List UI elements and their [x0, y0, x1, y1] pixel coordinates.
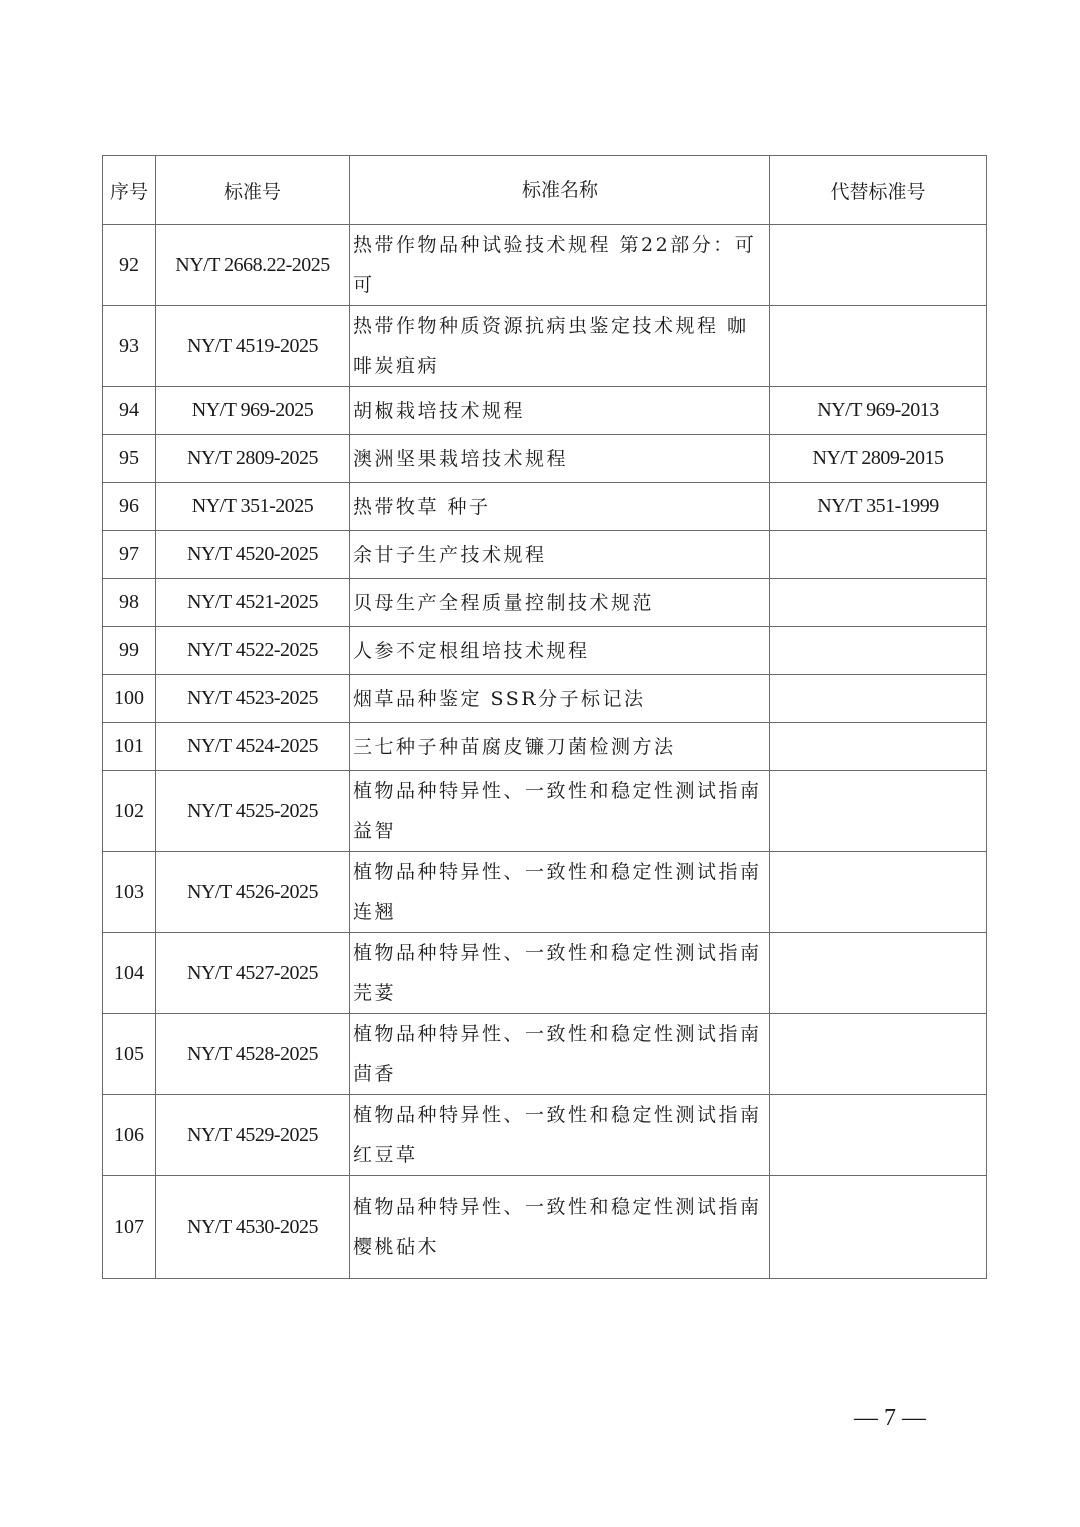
table-body — [103, 225, 987, 1279]
replaced-standard-cell — [770, 627, 987, 675]
header-serial-number: 序号 — [103, 156, 156, 225]
header-standard-code: 标准号 — [156, 156, 350, 225]
table-row — [103, 1176, 987, 1279]
standard-code-cell: NY/T 4526-2025 — [156, 852, 350, 933]
serial-number-cell: 105 — [103, 1014, 156, 1095]
replaced-standard-cell — [770, 531, 987, 579]
serial-number-cell: 104 — [103, 933, 156, 1014]
standard-code-cell: NY/T 4521-2025 — [156, 579, 350, 627]
replaced-standard-cell — [770, 723, 987, 771]
serial-number-cell: 95 — [103, 435, 156, 483]
table-row — [103, 627, 987, 675]
standard-name-cell: 烟草品种鉴定 SSR分子标记法 — [350, 675, 770, 723]
header-standard-name: 标准名称 — [350, 156, 770, 225]
table-row — [103, 225, 987, 306]
table-header-row — [103, 156, 987, 225]
standard-name-cell: 植物品种特异性、一致性和稳定性测试指南 樱桃砧木 — [350, 1176, 770, 1279]
standard-name-cell: 人参不定根组培技术规程 — [350, 627, 770, 675]
replaced-standard-cell — [770, 306, 987, 387]
table-row — [103, 675, 987, 723]
replaced-standard-cell — [770, 1176, 987, 1279]
replaced-standard-cell — [770, 852, 987, 933]
table-row — [103, 933, 987, 1014]
serial-number-cell: 97 — [103, 531, 156, 579]
serial-number-cell: 98 — [103, 579, 156, 627]
table-row — [103, 579, 987, 627]
standard-name-cell: 余甘子生产技术规程 — [350, 531, 770, 579]
standard-name-cell: 三七种子种苗腐皮镰刀菌检测方法 — [350, 723, 770, 771]
standard-code-cell: NY/T 4530-2025 — [156, 1176, 350, 1279]
serial-number-cell: 93 — [103, 306, 156, 387]
replaced-standard-cell — [770, 225, 987, 306]
standard-code-cell: NY/T 4519-2025 — [156, 306, 350, 387]
standard-code-cell: NY/T 4522-2025 — [156, 627, 350, 675]
standards-table — [102, 155, 987, 1279]
replaced-standard-cell — [770, 1014, 987, 1095]
serial-number-cell: 99 — [103, 627, 156, 675]
standard-code-cell: NY/T 2809-2025 — [156, 435, 350, 483]
standard-name-cell: 热带牧草 种子 — [350, 483, 770, 531]
serial-number-cell: 102 — [103, 771, 156, 852]
serial-number-cell: 96 — [103, 483, 156, 531]
standard-name-cell: 植物品种特异性、一致性和稳定性测试指南 红豆草 — [350, 1095, 770, 1176]
table-row — [103, 723, 987, 771]
serial-number-cell: 107 — [103, 1176, 156, 1279]
table-row — [103, 1095, 987, 1176]
standard-code-cell: NY/T 969-2025 — [156, 387, 350, 435]
serial-number-cell: 101 — [103, 723, 156, 771]
standard-name-cell: 植物品种特异性、一致性和稳定性测试指南 茴香 — [350, 1014, 770, 1095]
serial-number-cell: 106 — [103, 1095, 156, 1176]
replaced-standard-cell — [770, 771, 987, 852]
standard-code-cell: NY/T 4525-2025 — [156, 771, 350, 852]
replaced-standard-cell — [770, 579, 987, 627]
serial-number-cell: 92 — [103, 225, 156, 306]
serial-number-cell: 94 — [103, 387, 156, 435]
table-row — [103, 387, 987, 435]
replaced-standard-cell: NY/T 351-1999 — [770, 483, 987, 531]
standard-name-cell: 热带作物品种试验技术规程 第22部分：可可 — [350, 225, 770, 306]
table-row — [103, 852, 987, 933]
serial-number-cell: 103 — [103, 852, 156, 933]
standard-name-cell: 澳洲坚果栽培技术规程 — [350, 435, 770, 483]
replaced-standard-cell: NY/T 969-2013 — [770, 387, 987, 435]
replaced-standard-cell — [770, 675, 987, 723]
page-number: — 7 — — [854, 1405, 926, 1431]
standard-code-cell: NY/T 4529-2025 — [156, 1095, 350, 1176]
serial-number-cell: 100 — [103, 675, 156, 723]
table-row — [103, 531, 987, 579]
standard-code-cell: NY/T 4520-2025 — [156, 531, 350, 579]
standard-name-cell: 植物品种特异性、一致性和稳定性测试指南 芫荽 — [350, 933, 770, 1014]
standard-name-cell: 胡椒栽培技术规程 — [350, 387, 770, 435]
table-row — [103, 306, 987, 387]
replaced-standard-cell: NY/T 2809-2015 — [770, 435, 987, 483]
standard-name-cell: 植物品种特异性、一致性和稳定性测试指南 连翘 — [350, 852, 770, 933]
table-row — [103, 1014, 987, 1095]
standard-code-cell: NY/T 4524-2025 — [156, 723, 350, 771]
standard-code-cell: NY/T 4523-2025 — [156, 675, 350, 723]
standard-code-cell: NY/T 4528-2025 — [156, 1014, 350, 1095]
table-row — [103, 435, 987, 483]
table-row — [103, 483, 987, 531]
standard-name-cell: 贝母生产全程质量控制技术规范 — [350, 579, 770, 627]
table-row — [103, 771, 987, 852]
standard-code-cell: NY/T 4527-2025 — [156, 933, 350, 1014]
replaced-standard-cell — [770, 933, 987, 1014]
standard-name-cell: 热带作物种质资源抗病虫鉴定技术规程 咖啡炭疽病 — [350, 306, 770, 387]
header-replaced-standard: 代替标准号 — [770, 156, 987, 225]
replaced-standard-cell — [770, 1095, 987, 1176]
standard-name-cell: 植物品种特异性、一致性和稳定性测试指南 益智 — [350, 771, 770, 852]
standard-code-cell: NY/T 351-2025 — [156, 483, 350, 531]
standard-code-cell: NY/T 2668.22-2025 — [156, 225, 350, 306]
